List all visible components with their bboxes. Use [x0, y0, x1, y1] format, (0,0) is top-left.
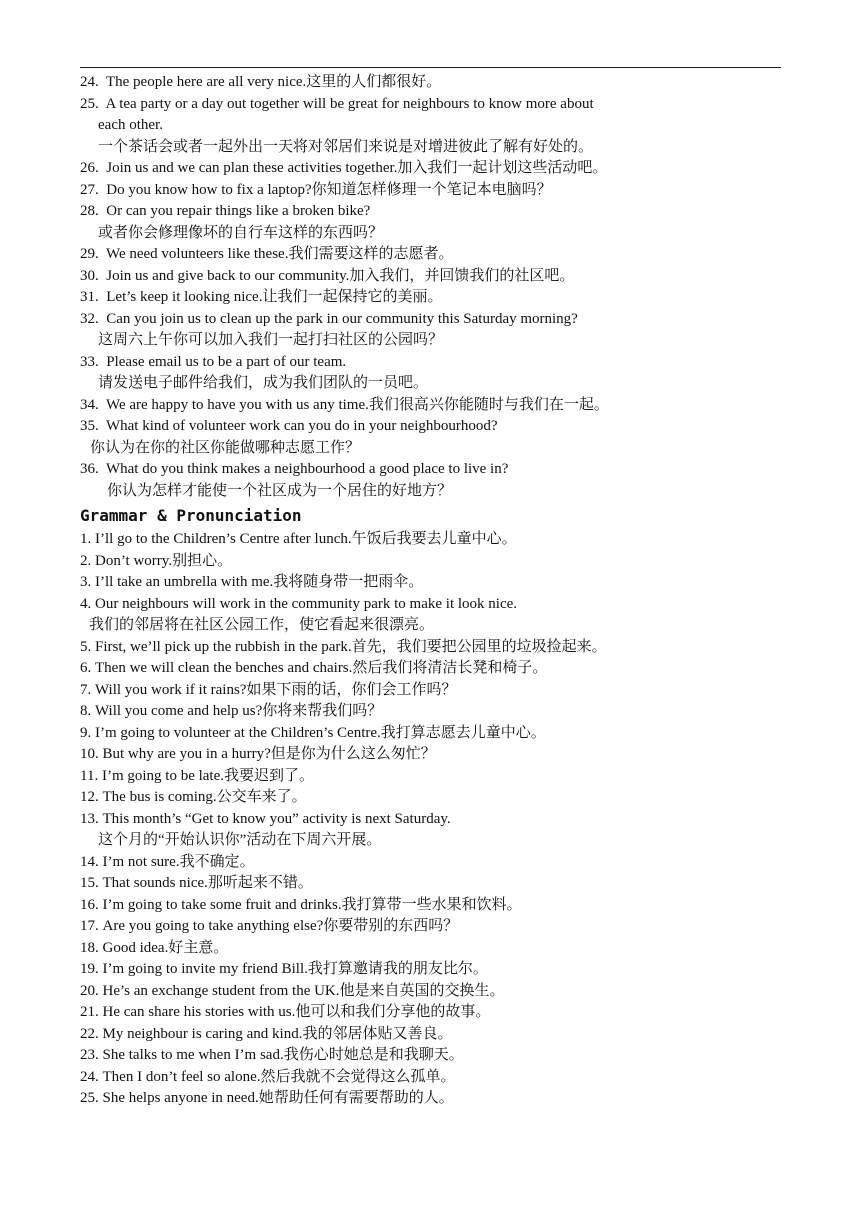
list-item-translation: 这周六上午你可以加入我们一起打扫社区的公园吗？: [98, 332, 444, 348]
list-item: 1. I’ll go to the Children’s Centre after lunch.午饭后我要去儿童中心。: [80, 531, 517, 547]
list-item: 24. The people here are all very nice.这里的人们都很好。: [80, 74, 442, 90]
list-item: 14. I’m not sure.我不确定。: [80, 853, 255, 870]
list-item: 24. Then I don’t feel so alone.然后我就不会觉得这么孤单。: [80, 1068, 456, 1085]
list-item-translation: 一个茶话会或者一起外出一天将对邻居们来说是对增进彼此了解有好处的。: [98, 138, 594, 155]
list-item: 29. We need volunteers like these.我们需要这样的志愿者。: [80, 246, 454, 262]
list-item: 20. He’s an exchange student from the UK.他是来自英国的交换生。: [80, 982, 505, 999]
list-item: 33. Please email us to be a part of our team.: [80, 353, 347, 370]
list-item: 22. My neighbour is caring and kind.我的邻居体贴又善良。: [80, 1025, 453, 1042]
section-heading: Grammar & Pronunciation: [80, 506, 302, 525]
list-item-translation: 请发送电子邮件给我们，成为我们团队的一员吧。: [98, 375, 429, 391]
list-item: 4. Our neighbours will work in the community park to make it look nice.: [80, 595, 518, 612]
list-item: 7. Will you work if it rains?如果下雨的话，你们会工作吗？: [80, 681, 457, 698]
list-item: 12. The bus is coming.公交车来了。: [80, 789, 307, 805]
list-item: 15. That sounds nice.那听起来不错。: [80, 875, 313, 891]
list-item: 13. This month’s “Get to know you” activity is next Saturday.: [80, 810, 451, 827]
list-item: 27. Do you know how to fix a laptop?你知道怎样修理一个笔记本电脑吗？: [80, 181, 552, 198]
list-item-translation: 你认为怎样才能使一个社区成为一个居住的好地方？: [107, 482, 453, 499]
list-item: 23. She talks to me when I’m sad.我伤心时她总是和我聊天。: [80, 1047, 464, 1063]
list-item: 6. Then we will clean the benches and chairs.然后我们将清洁长凳和椅子。: [80, 660, 548, 676]
list-item: 5. First, we’ll pick up the rubbish in the park.首先，我们要把公园里的垃圾捡起来。: [80, 638, 607, 655]
list-item: 10. But why are you in a hurry?但是你为什么这么匆忙？: [80, 746, 436, 762]
list-item: 2. Don’t worry.别担心。: [80, 552, 233, 569]
list-item: 28. Or can you repair things like a broken bike?: [80, 203, 371, 219]
list-item: 18. Good idea.好主意。: [80, 939, 229, 956]
top-rule: [80, 67, 781, 68]
list-item: 11. I’m going to be late.我要迟到了。: [80, 767, 315, 784]
list-item-translation: 或者你会修理像坏的自行车这样的东西吗？: [98, 224, 384, 241]
list-item: 36. What do you think makes a neighbourhood a good place to live in?: [80, 461, 509, 477]
list-item: 25. She helps anyone in need.她帮助任何有需要帮助的人。: [80, 1090, 454, 1106]
list-item-continuation: each other.: [98, 117, 163, 133]
list-item: 35. What kind of volunteer work can you do in your neighbourhood?: [80, 418, 498, 434]
list-item: 3. I’ll take an umbrella with me.我将随身带一把雨伞。: [80, 574, 424, 590]
list-item-translation: 这个月的“开始认识你”活动在下周六开展。: [98, 832, 382, 848]
section-1-list: [80, 72, 780, 502]
list-item: 30. Join us and give back to our community.加入我们，并回馈我们的社区吧。: [80, 267, 575, 284]
list-item: 17. Are you going to take anything else?你要带别的东西吗？: [80, 918, 459, 934]
list-item: 19. I’m going to invite my friend Bill.我打算邀请我的朋友比尔。: [80, 961, 488, 977]
list-item: 8. Will you come and help us?你将来帮我们吗？: [80, 703, 383, 719]
list-item: 26. Join us and we can plan these activities together.加入我们一起计划这些活动吧。: [80, 160, 608, 176]
list-item: 32. Can you join us to clean up the park in our community this Saturday morning?: [80, 310, 578, 327]
list-item-translation: 我们的邻居将在社区公园工作，使它看起来很漂亮。: [89, 617, 435, 633]
list-item: 16. I’m going to take some fruit and drinks.我打算带一些水果和饮料。: [80, 896, 522, 913]
list-item: 9. I’m going to volunteer at the Children’s Centre.我打算志愿去儿童中心。: [80, 724, 546, 741]
list-item: 31. Let’s keep it looking nice.让我们一起保持它的美丽。: [80, 289, 443, 305]
list-item: 34. We are happy to have you with us any time.我们很高兴你能随时与我们在一起。: [80, 396, 609, 413]
list-item-translation: 你认为在你的社区你能做哪种志愿工作？: [90, 439, 361, 456]
list-item: 25. A tea party or a day out together will be great for neighbours to know more about: [80, 95, 594, 112]
list-item: 21. He can share his stories with us.他可以和我们分享他的故事。: [80, 1004, 491, 1020]
section-2-list: [80, 529, 780, 1110]
document-page: [80, 72, 780, 1110]
